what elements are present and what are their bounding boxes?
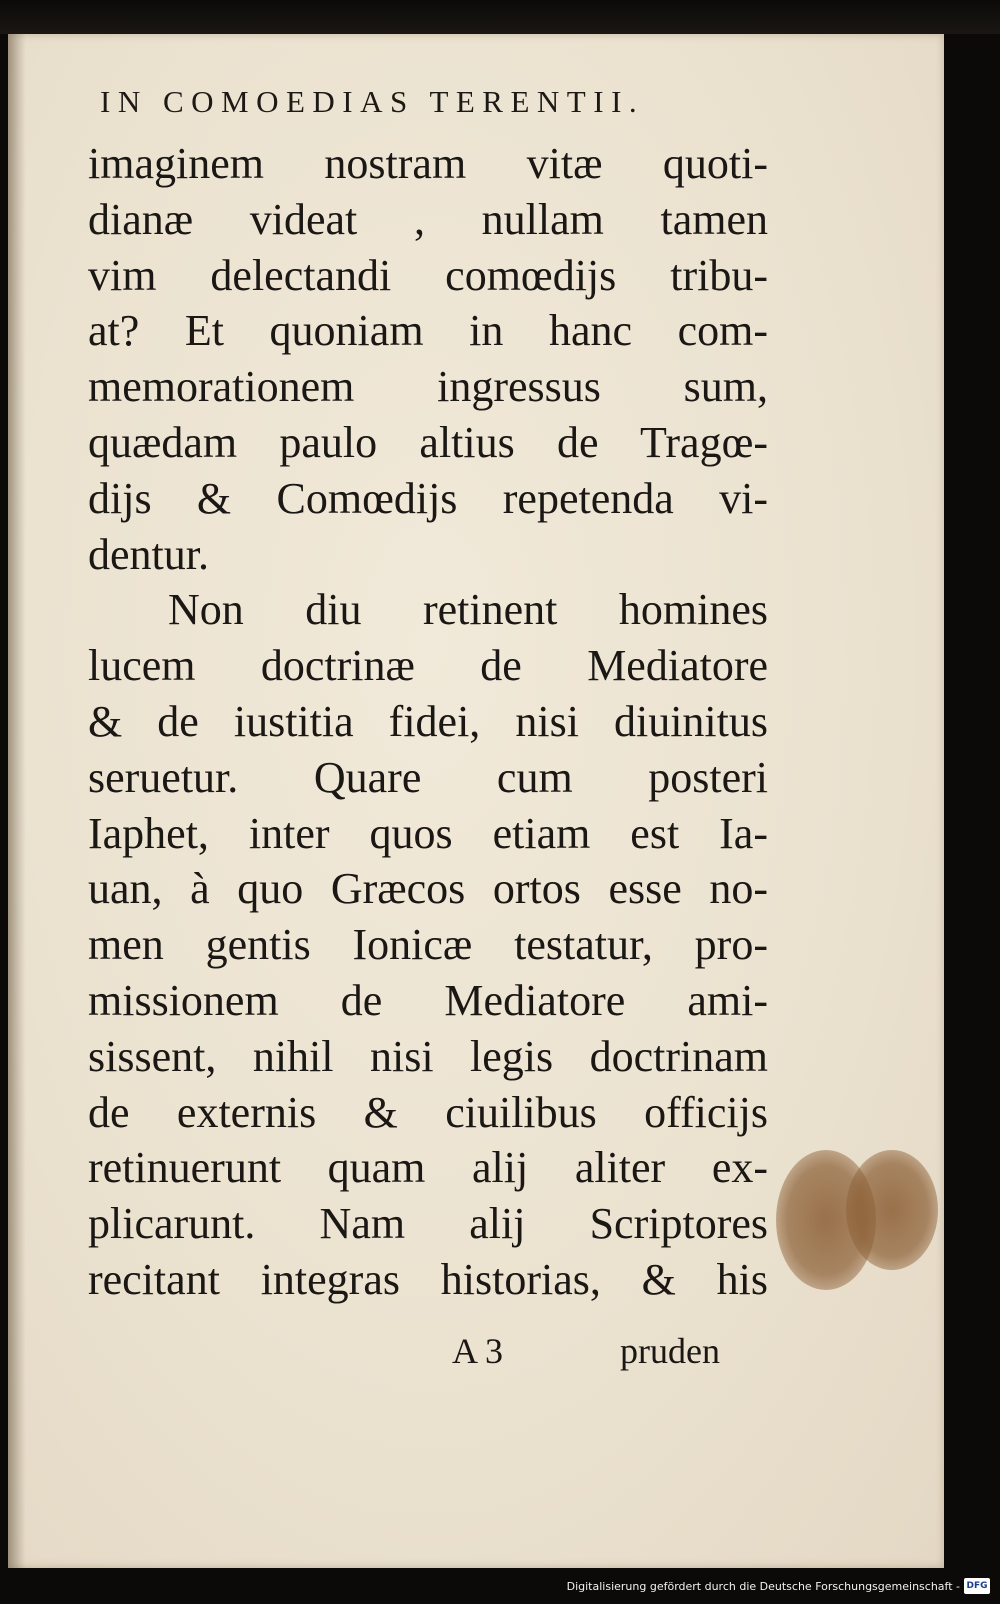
text-line: at? Et quoniam in hanc com- xyxy=(88,306,768,356)
scan-border-top xyxy=(0,0,1000,34)
signature-mark: A 3 xyxy=(452,1331,504,1371)
text-line: lucem doctrinæ de Mediatore xyxy=(88,641,768,691)
body-text xyxy=(88,136,768,1308)
text-line: retinuerunt quam alij aliter ex- xyxy=(88,1143,768,1193)
text-line: quædam paulo altius de Tragœ- xyxy=(88,417,768,467)
running-head: IN COMOEDIAS TERENTII. xyxy=(100,84,645,119)
text-line: imaginem nostram vitæ quoti- xyxy=(88,139,768,188)
text-line: sissent, nihil nisi legis doctrinam xyxy=(88,1031,768,1081)
page-footer-line xyxy=(88,1330,768,1380)
text-line: dianæ videat , nullam tamen xyxy=(88,194,768,244)
text-line-paragraph-start: Non diu retinent homines xyxy=(168,585,768,635)
catchword: pruden xyxy=(620,1331,720,1371)
gutter-shadow xyxy=(8,34,26,1568)
dfg-logo-icon: DFG xyxy=(964,1578,990,1594)
text-line: dentur. xyxy=(88,529,209,579)
text-line: de externis & ciuilibus officijs xyxy=(88,1087,768,1137)
text-line: memorationem ingressus sum, xyxy=(88,362,768,412)
text-line: Iaphet, inter quos etiam est Ia- xyxy=(88,808,768,858)
text-line: men gentis Ionicæ testatur, pro- xyxy=(88,920,768,970)
paper-stain xyxy=(846,1150,938,1270)
text-line: dijs & Comœdijs repetenda vi- xyxy=(88,473,768,523)
text-line: seruetur. Quare cum posteri xyxy=(88,752,768,802)
text-line: vim delectandi comœdijs tribu- xyxy=(88,250,768,300)
text-line: & de iustitia fidei, nisi diuinitus xyxy=(88,696,768,746)
text-line: missionem de Mediatore ami- xyxy=(88,975,768,1025)
text-line: plicarunt. Nam alij Scriptores xyxy=(88,1199,768,1249)
text-line: uan, à quo Græcos ortos esse no- xyxy=(88,864,768,914)
digitization-credit: Digitalisierung gefördert durch die Deutsche Forschungsgemeinschaft - xyxy=(566,1580,960,1593)
text-line: recitant integras historias, & his xyxy=(88,1254,768,1304)
